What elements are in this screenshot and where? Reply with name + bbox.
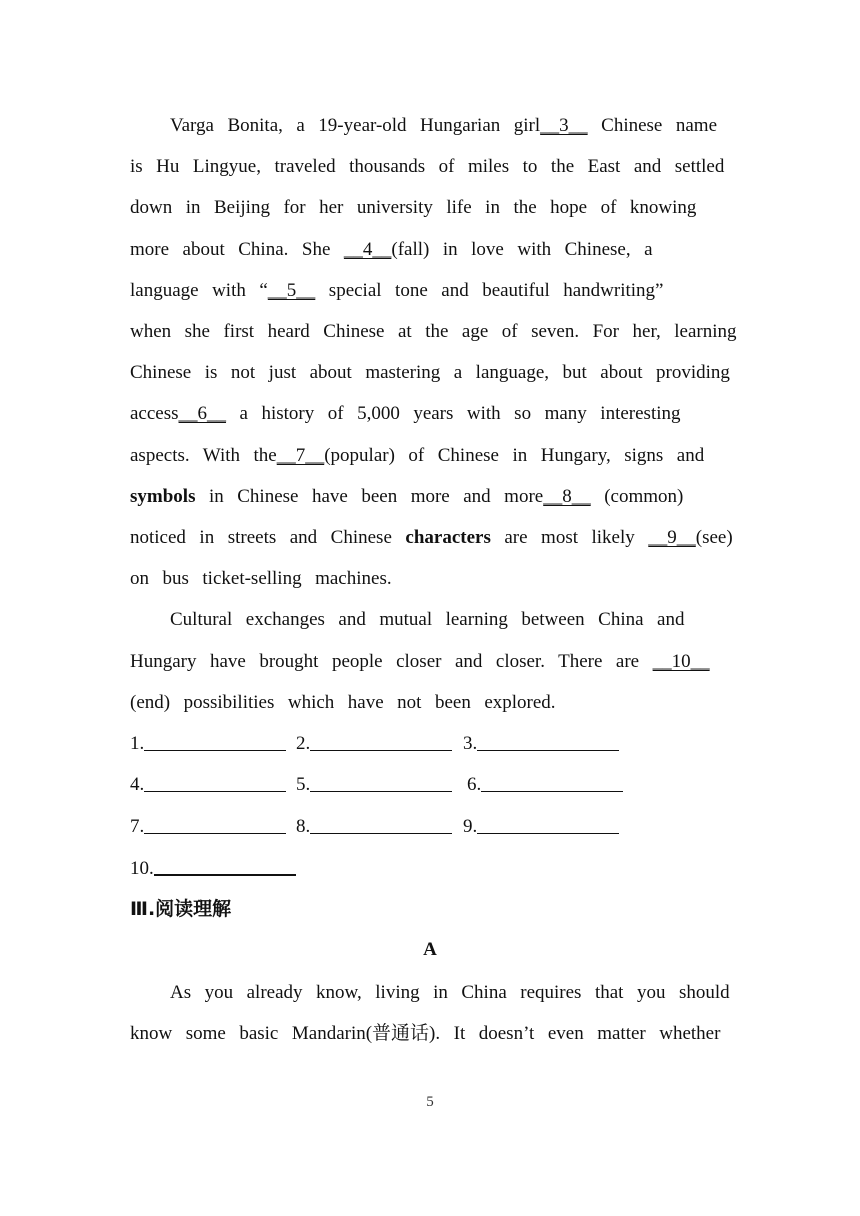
answer-6[interactable]: 6. <box>467 773 623 797</box>
blank-3: __3__ <box>540 115 588 136</box>
passage-line-12: on bus ticket-selling machines. <box>130 568 392 589</box>
answer-1[interactable]: 1. <box>130 732 286 756</box>
answer-9[interactable]: 9. <box>463 815 619 839</box>
passage-line-5: language with “__5__ special tone and beautiful handwriting” <box>130 280 664 301</box>
bold-word-characters: characters <box>405 527 491 548</box>
passage2-line-2: know some basic Mandarin(普通话). It doesn’t even matter whether <box>130 1023 721 1044</box>
answer-2[interactable]: 2. <box>296 732 452 756</box>
passage-line-15: (end) possibilities which have not been explored. <box>130 692 556 713</box>
passage-line-1: Varga Bonita, a 19-year-old Hungarian girl__3__ Chinese name <box>170 115 717 136</box>
passage-line-13: Cultural exchanges and mutual learning between China and <box>170 609 685 630</box>
passage2-line-1: As you already know, living in China requires that you should <box>170 982 730 1003</box>
answer-10[interactable]: 10. <box>130 856 296 881</box>
passage-line-9: aspects. With the__7__(popular) of Chinese in Hungary, signs and <box>130 445 705 466</box>
answer-3[interactable]: 3. <box>463 732 619 756</box>
passage-line-2: is Hu Lingyue, traveled thousands of miles to the East and settled <box>130 156 725 177</box>
blank-7: __7__ <box>276 445 325 466</box>
passage-line-10: symbols in Chinese have been more and more__8__ (common) <box>130 486 684 507</box>
passage-line-6: when she first heard Chinese at the age of seven. For her, learning <box>130 321 737 342</box>
page-number: 5 <box>426 1094 434 1110</box>
blank-10: __10__ <box>652 651 710 672</box>
passage-line-11: noticed in streets and Chinese characters are most likely __9__(see) <box>130 527 733 548</box>
blank-9: __9__ <box>648 527 696 548</box>
passage-line-3: down in Beijing for her university life in the hope of knowing <box>130 197 697 218</box>
blank-4: __4__ <box>343 239 392 260</box>
answer-8[interactable]: 8. <box>296 815 452 839</box>
section-heading: Ⅲ.阅读理解 <box>130 898 232 920</box>
answer-5[interactable]: 5. <box>296 773 452 797</box>
passage-line-14: Hungary have brought people closer and closer. There are __10__ <box>130 651 710 672</box>
passage-line-8: access__6__ a history of 5,000 years with so many interesting <box>130 403 681 424</box>
bold-word-symbols: symbols <box>130 486 196 507</box>
passage-line-4: more about China. She __4__(fall) in love with Chinese, a <box>130 239 653 260</box>
section-letter: A <box>423 939 437 960</box>
passage-line-7: Chinese is not just about mastering a language, but about providing <box>130 362 730 383</box>
blank-5: __5__ <box>267 280 316 301</box>
answer-7[interactable]: 7. <box>130 815 286 839</box>
blank-6: __6__ <box>178 403 227 424</box>
blank-8: __8__ <box>543 486 591 507</box>
answer-4[interactable]: 4. <box>130 773 286 797</box>
